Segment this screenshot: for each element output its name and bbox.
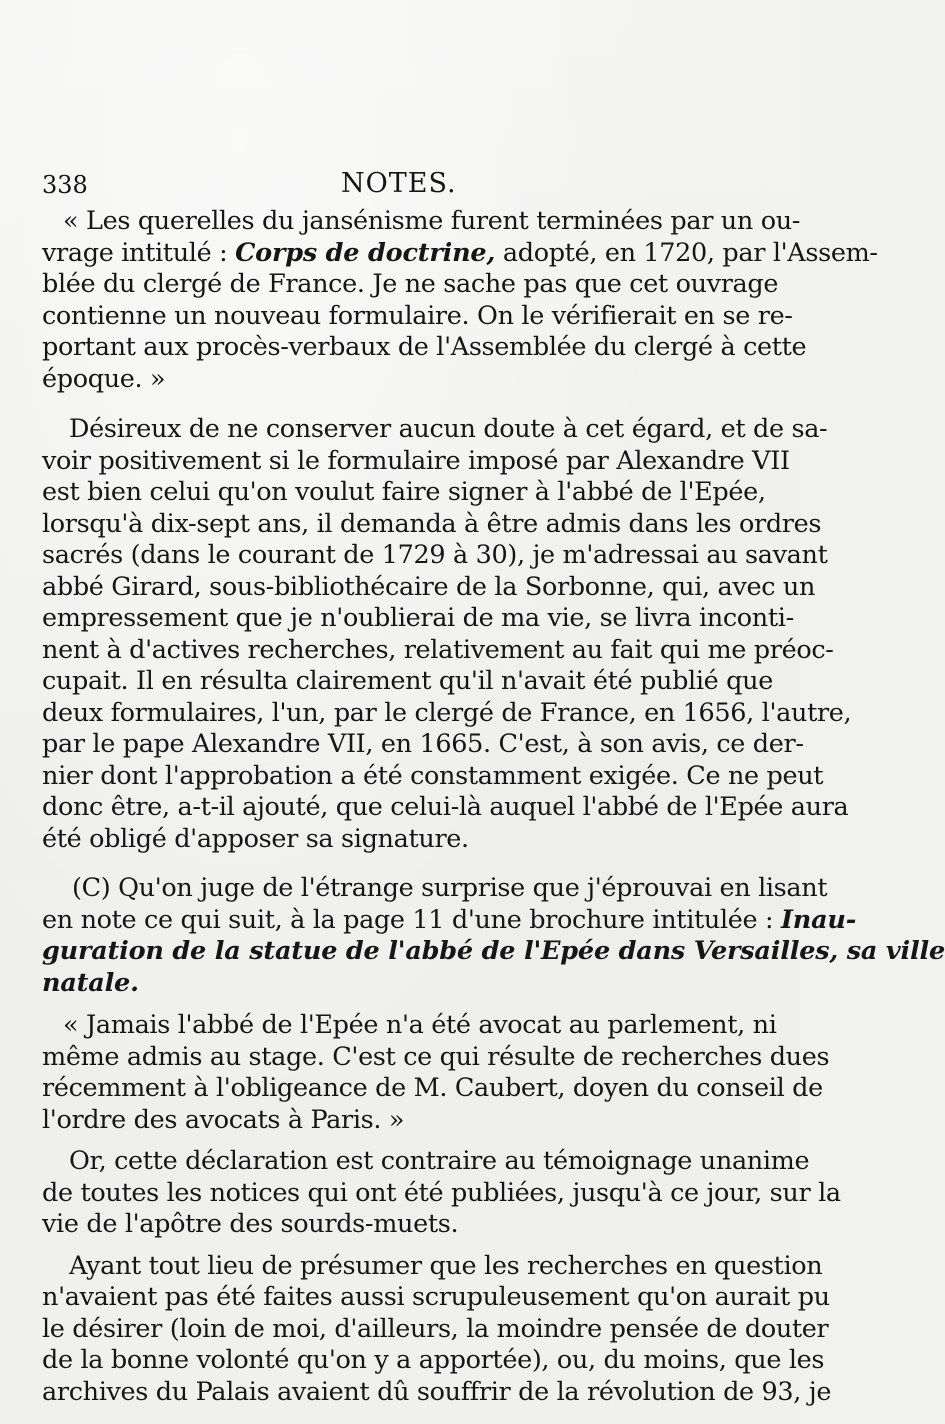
page-number: 338 xyxy=(42,171,88,199)
text-line: donc être, a-t-il ajouté, que celui-là auquel l'abbé de l'Epée aura xyxy=(42,792,849,822)
paragraph-inauguration-note xyxy=(42,873,945,999)
text-line: archives du Palais avaient dû souffrir de la révolution de 93, je xyxy=(42,1376,832,1407)
text-line: récemment à l'obligeance de M. Caubert, doyen du conseil de xyxy=(42,1073,823,1103)
emphasized-title: natale. xyxy=(42,967,139,998)
text-line xyxy=(42,904,857,937)
text-line: par le pape Alexandre VII, en 1665. C'est, à son avis, ce der- xyxy=(42,729,804,759)
text-line: deux formulaires, l'un, par le clergé de France, en 1656, l'autre, xyxy=(42,697,852,728)
text-line: époque. » xyxy=(42,363,166,394)
text-run: adopté, en 1720, par l'Assem- xyxy=(495,237,878,268)
text-line: contienne un nouveau formulaire. On le vérifierait en se re- xyxy=(42,300,793,331)
text-line: « Les querelles du jansénisme furent terminées par un ou- xyxy=(63,206,801,236)
text-line: portant aux procès-verbaux de l'Assemblée du clergé à cette xyxy=(42,332,807,362)
text-line: l'ordre des avocats à Paris. » xyxy=(42,1104,405,1135)
text-run: vrage intitulé : xyxy=(42,237,236,268)
text-line: est bien celui qu'on voulut faire signer à l'abbé de l'Epée, xyxy=(42,477,766,507)
text-line xyxy=(42,237,878,270)
running-header xyxy=(42,168,758,202)
emphasized-title: Inau- xyxy=(781,904,857,935)
text-line: même admis au stage. C'est ce qui résulte de recherches dues xyxy=(42,1041,830,1072)
text-line: blée du clergé de France. Je ne sache pas que cet ouvrage xyxy=(42,269,779,299)
text-line: empressement que je n'oublierai de ma vie, se livra inconti- xyxy=(42,603,794,633)
text-line: lorsqu'à dix-sept ans, il demanda à être admis dans les ordres xyxy=(42,508,822,539)
text-line: Or, cette déclaration est contraire au témoignage unanime xyxy=(69,1146,810,1176)
text-line: n'avaient pas été faites aussi scrupuleusement qu'on aurait pu xyxy=(42,1282,830,1312)
emphasized-title: guration de la statue de l'abbé de l'Epée dans Versailles, sa ville xyxy=(42,936,945,966)
notes-body xyxy=(42,206,945,1408)
text-line: nier dont l'approbation a été constamment exigée. Ce ne peut xyxy=(42,760,824,791)
text-line: voir positivement si le formulaire imposé par Alexandre VII xyxy=(42,445,790,476)
text-line: Ayant tout lieu de présumer que les recherches en question xyxy=(69,1250,823,1281)
running-title: NOTES. xyxy=(341,168,457,199)
paragraph-caubert-quote xyxy=(42,1010,830,1136)
text-line: cupait. Il en résulta clairement qu'il n'avait été publié que xyxy=(42,666,773,696)
text-line: nent à d'actives recherches, relativement au fait qui me préoc- xyxy=(42,634,834,665)
text-line: de la bonne volonté qu'on y a apportée), ou, du moins, que les xyxy=(42,1345,825,1375)
text-line: de toutes les notices qui ont été publiées, jusqu'à ce jour, sur la xyxy=(42,1177,841,1208)
text-run: (C) Qu'on juge de l'étrange surprise que j'éprouvai en lisant xyxy=(72,873,828,903)
paragraph-jansenism-quote xyxy=(42,206,878,395)
text-run: en note ce qui suit, à la page 11 d'une brochure intitulée : xyxy=(42,904,782,935)
paragraph-research-doubt xyxy=(42,1250,832,1409)
text-line xyxy=(42,968,758,1000)
text-line: sacrés (dans le courant de 1729 à 30), je m'adressai au savant xyxy=(42,540,828,570)
text-line: le désirer (loin de moi, d'ailleurs, la moindre pensée de douter xyxy=(42,1313,829,1344)
text-line xyxy=(42,936,945,968)
text-line: « Jamais l'abbé de l'Epée n'a été avocat au parlement, ni xyxy=(63,1010,777,1040)
text-line: été obligé d'apposer sa signature. xyxy=(42,823,469,854)
text-line: vie de l'apôtre des sourds-muets. xyxy=(42,1209,459,1239)
text-line xyxy=(42,873,828,905)
emphasized-title: Corps de doctrine, xyxy=(235,237,496,268)
paragraph-formulary-research xyxy=(42,414,852,855)
text-line: Désireux de ne conserver aucun doute à cet égard, et de sa- xyxy=(69,414,828,444)
text-line: abbé Girard, sous-bibliothécaire de la Sorbonne, qui, avec un xyxy=(42,571,816,602)
paragraph-contrary-testimony xyxy=(42,1146,841,1241)
